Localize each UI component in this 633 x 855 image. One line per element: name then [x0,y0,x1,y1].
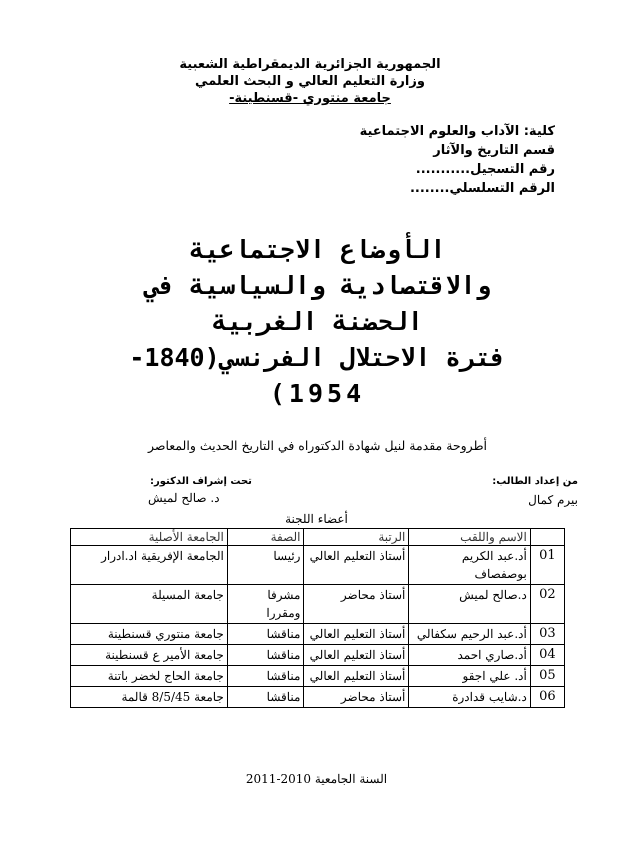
ministry-name: وزارة التعليم العالي و البحث العلمي [195,74,425,89]
committee-title: أعضاء اللجنة [285,512,348,526]
member-role: مناقشا [227,666,304,687]
table-row [71,645,565,666]
member-name: أد.عبد الرحيم سكفالي [409,624,530,645]
member-rank: أستاذ محاضر [304,585,409,624]
row-number: 02 [530,585,564,624]
title-line-1: الأوضاع الاجتماعية [189,235,446,264]
member-role: مشرفا ومقررا [227,585,304,624]
registration-line: رقم التسجيل........... [415,162,555,177]
member-name: أد. علي اجقو [409,666,530,687]
title-line-5: 1954) [269,379,366,408]
table-row [71,585,565,624]
member-university: جامعة 8/5/45 قالمة [71,687,228,708]
committee-table [70,528,565,708]
member-rank: أستاذ التعليم العالي [304,645,409,666]
republic-name: الجمهورية الجزائرية الديمقراطية الشعبية [179,57,441,72]
member-name: أد.صاري احمد [409,645,530,666]
student-name: بيرم كمال [528,493,578,507]
member-rank: أستاذ التعليم العالي [304,624,409,645]
title-line-4: فترة الاحتلال الفرنسي(1840- [129,343,506,372]
member-role: مناقشا [227,645,304,666]
academic-year: السنة الجامعية 2010-2011 [245,772,388,786]
table-header-row [71,529,565,546]
member-rank: أستاذ محاضر [304,687,409,708]
row-number: 03 [530,624,564,645]
table-row [71,624,565,645]
member-role: مناقشا [227,624,304,645]
member-name: د.شايب قدادرة [409,687,530,708]
table-row [71,687,565,708]
header-block [160,56,460,107]
university-name: جامعة منتوري -قسنطينة- [229,91,391,106]
student-label: من إعداد الطالب: [492,476,578,487]
member-name: أد.عبد الكريم بوصفصاف [409,546,530,585]
thesis-title [60,232,575,412]
member-university: جامعة منتوري قسنطينة [71,624,228,645]
title-line-2: والاقتصادية والسياسية في [144,271,491,300]
meta-block [255,122,555,198]
department-line: قسم التاريخ والآثار [433,143,555,158]
header-name: الاسم واللقب [409,529,530,546]
member-name: د.صالح لميش [409,585,530,624]
header-university: الجامعة الأصلية [71,529,228,546]
member-rank: أستاذ التعليم العالي [304,546,409,585]
member-university: جامعة الحاج لخضر باتنة [71,666,228,687]
table-row [71,546,565,585]
thesis-subtitle: أطروحة مقدمة لنيل شهادة الدكتوراه في التاريخ الحديث والمعاصر [147,438,487,453]
member-university: جامعة المسيلة [71,585,228,624]
row-number: 04 [530,645,564,666]
supervisor-name: د. صالح لميش [148,491,220,505]
member-university: الجامعة الإفريقية اد.ادرار [71,546,228,585]
member-role: مناقشا [227,687,304,708]
serial-line: الرقم التسلسلي........ [409,181,555,196]
row-number: 01 [530,546,564,585]
supervisor-label: تحت إشراف الدكتور: [150,476,252,487]
row-number: 05 [530,666,564,687]
header-role: الصفة [227,529,304,546]
header-rank: الرتبة [304,529,409,546]
title-line-3: الحضنة الغربية [212,307,423,336]
table-row [71,666,565,687]
member-university: جامعة الأمير ع قسنطينة [71,645,228,666]
row-number: 06 [530,687,564,708]
header-number [530,529,564,546]
faculty-line: كلية: الآداب والعلوم الاجتماعية [359,124,555,139]
member-role: رئيسا [227,546,304,585]
member-rank: أستاذ التعليم العالي [304,666,409,687]
